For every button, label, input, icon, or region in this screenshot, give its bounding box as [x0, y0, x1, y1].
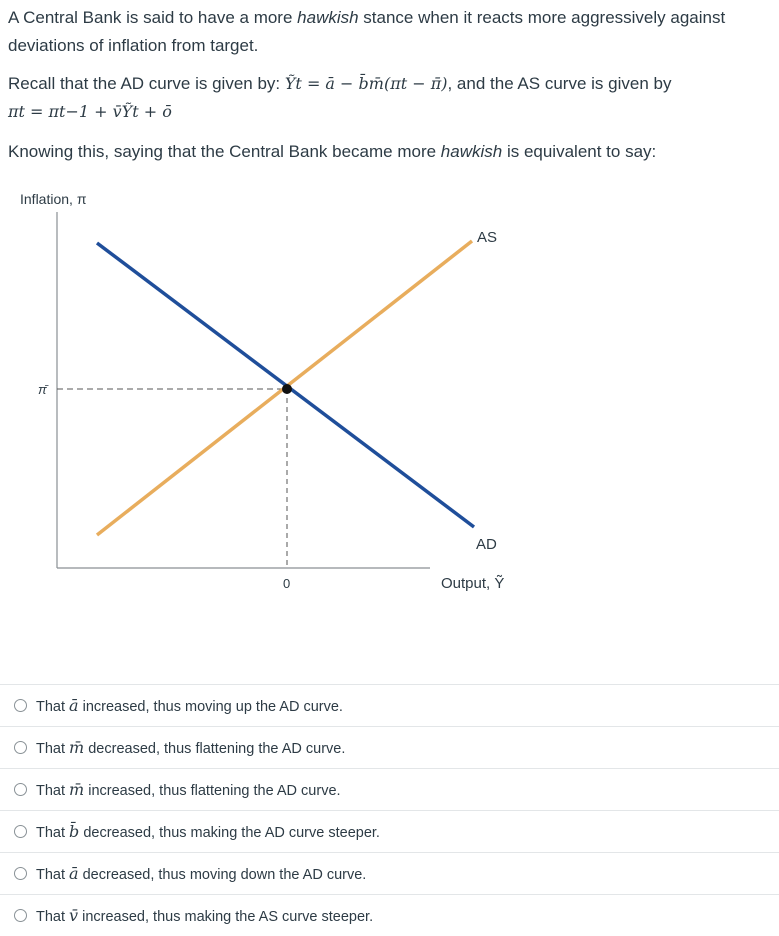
answer-text: increased, thus moving up the AD curve. [78, 699, 343, 715]
intro-emphasis: hawkish [297, 8, 359, 27]
ad-equation: Ỹt = ā − b̄m̄(πt − π̄) [284, 74, 448, 93]
prompt-emphasis: hawkish [440, 142, 503, 161]
answer-option-6[interactable] [0, 894, 779, 936]
answer-list [0, 684, 779, 936]
answer-prefix: That [36, 909, 70, 925]
answer-label [36, 780, 341, 799]
prompt-text: Knowing this, saying that the Central Bank became more [8, 142, 441, 161]
intro-text: A Central Bank is said to have a more [8, 8, 298, 27]
answer-text: increased, thus making the AS curve steeper. [78, 909, 374, 925]
answer-option-4[interactable] [0, 810, 779, 852]
question-prompt [8, 138, 768, 166]
answer-text: increased, thus flattening the AD curve. [84, 783, 341, 799]
x-axis-label: Output, Ỹ [441, 575, 505, 592]
answer-symbol: m̄ [69, 738, 85, 757]
intro-text-end: stance when it reacts more aggressively against deviations of inflation from target. [8, 8, 726, 55]
answer-option-2[interactable] [0, 726, 779, 768]
answer-prefix: That [36, 699, 70, 715]
answer-label [36, 906, 373, 925]
as-equation: πt = πt−1 + v̄Ỹt + ō [8, 102, 172, 121]
answer-prefix: That [36, 741, 70, 757]
pi-bar-label: π̄ [38, 382, 47, 397]
answer-symbol: ā [69, 696, 79, 715]
answer-prefix: That [36, 825, 70, 841]
answer-label [36, 864, 366, 883]
radio-icon[interactable] [14, 867, 27, 880]
answer-symbol: b̄ [69, 822, 80, 841]
equilibrium-point [282, 384, 292, 394]
answer-option-1[interactable] [0, 684, 779, 726]
y-axis-label: Inflation, π [20, 191, 87, 207]
answer-prefix: That [36, 867, 70, 883]
answer-option-3[interactable] [0, 768, 779, 810]
answer-option-5[interactable] [0, 852, 779, 894]
answer-label [36, 738, 345, 757]
radio-icon[interactable] [14, 825, 27, 838]
radio-icon[interactable] [14, 741, 27, 754]
zero-label: 0 [283, 576, 291, 591]
ad-label: AD [476, 536, 497, 553]
answer-text: decreased, thus making the AD curve steeper. [79, 825, 380, 841]
prompt-text-end: is equivalent to say: [502, 142, 657, 161]
as-label: AS [477, 229, 498, 246]
question-intro [8, 4, 768, 60]
answer-text: decreased, thus moving down the AD curve. [78, 867, 367, 883]
answer-symbol: v̄ [69, 906, 79, 925]
radio-icon[interactable] [14, 909, 27, 922]
question-recall [8, 70, 768, 126]
answer-symbol: m̄ [69, 780, 85, 799]
ad-as-graph [0, 180, 560, 600]
radio-icon[interactable] [14, 699, 27, 712]
radio-icon[interactable] [14, 783, 27, 796]
answer-text: decreased, thus flattening the AD curve. [84, 741, 346, 757]
recall-text: Recall that the AD curve is given by: [8, 74, 285, 93]
as-text: , and the AS curve is given by [447, 74, 672, 93]
answer-label [36, 696, 343, 715]
answer-prefix: That [36, 783, 70, 799]
answer-symbol: ā [69, 864, 79, 883]
answer-label [36, 822, 380, 841]
